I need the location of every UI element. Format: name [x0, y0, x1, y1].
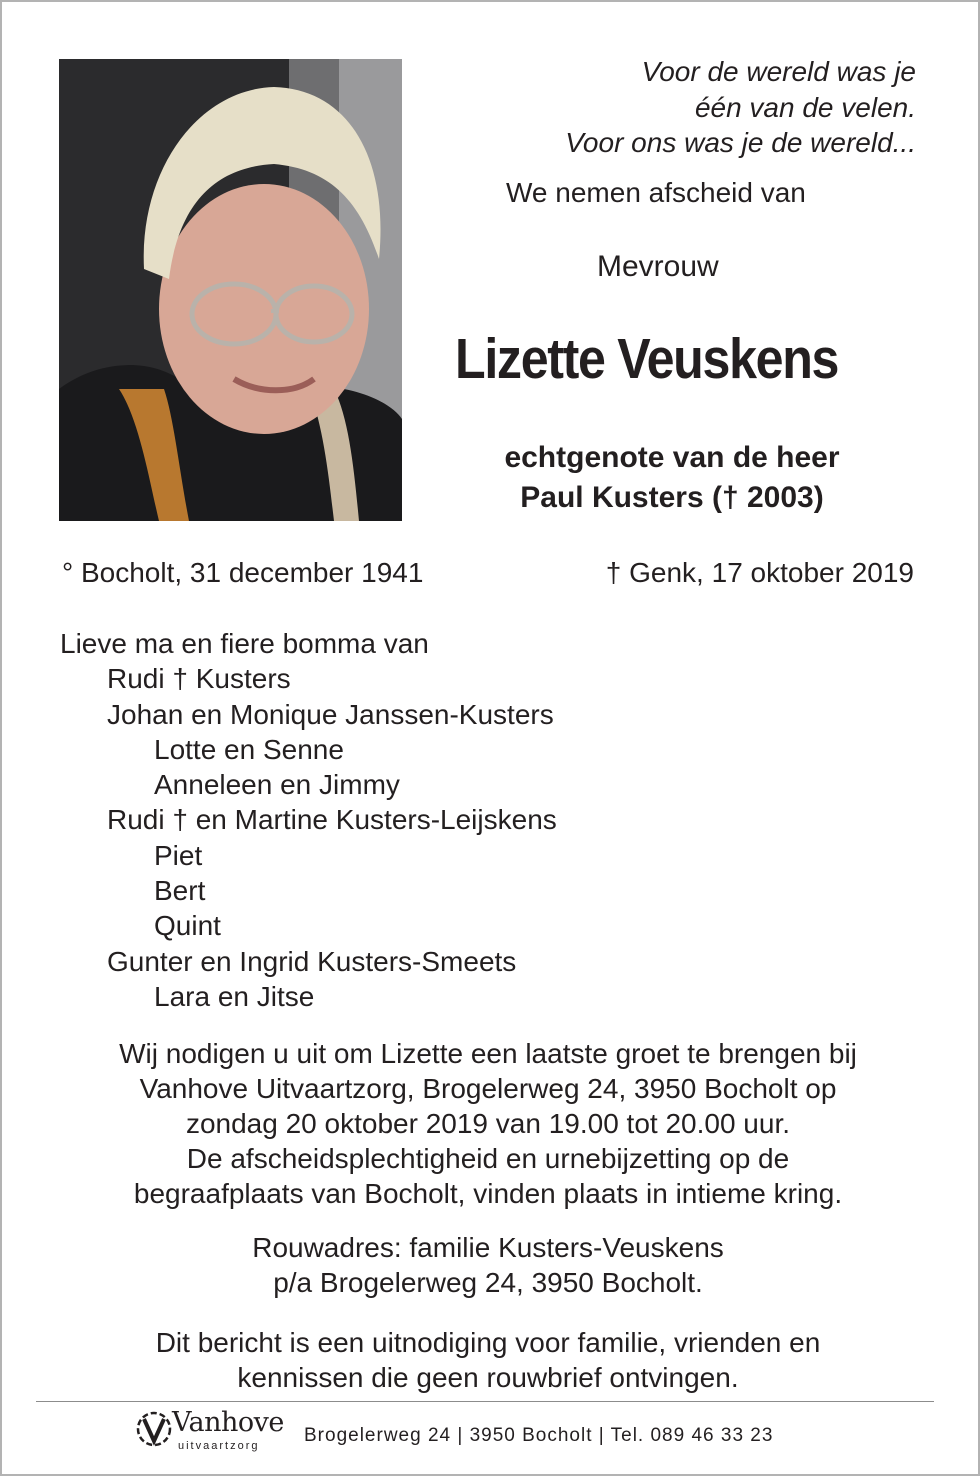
invitation-line: zondag 20 oktober 2019 van 19.00 tot 20.00 uur.: [185, 1108, 791, 1139]
verse-line: één van de velen.: [694, 91, 916, 123]
verse-line: Voor ons was je de wereld...: [565, 127, 916, 158]
family-intro: Lieve ma en fiere bomma van: [60, 628, 429, 659]
family-member: Lotte en Senne: [154, 733, 344, 765]
funeral-home-footer: [134, 1407, 834, 1453]
address-line: Rouwadres: familie Kusters-Veuskens: [252, 1232, 724, 1263]
contact-info: Brogelerweg 24 | 3950 Bocholt | Tel. 089 46 33 23: [304, 1425, 774, 1446]
address-line: p/a Brogelerweg 24, 3950 Bocholt.: [273, 1267, 703, 1298]
portrait-illustration: [59, 59, 402, 521]
footer-divider: [36, 1401, 934, 1402]
memorial-verse: [565, 54, 916, 161]
mourning-address: [40, 1230, 936, 1300]
deceased-name: Lizette Veuskens: [455, 327, 839, 391]
family-member: Johan en Monique Janssen-Kusters: [107, 698, 554, 730]
birth-date: ° Bocholt, 31 december 1941: [62, 557, 424, 588]
family-member: Piet: [154, 839, 203, 871]
family-member: Rudi † en Martine Kusters-Leijskens: [107, 804, 557, 836]
family-member: Quint: [154, 910, 221, 942]
invitation-line: begraafplaats van Bocholt, vinden plaats in intieme kring.: [133, 1178, 843, 1209]
farewell-text: We nemen afscheid van: [506, 177, 806, 208]
family-member: Rudi † Kusters: [107, 663, 291, 695]
portrait-photo: [59, 59, 402, 521]
invitation-line: Wij nodigen u uit om Lizette een laatste groet te brengen bij: [119, 1038, 857, 1069]
notice-line: kennissen die geen rouwbrief ontvingen.: [237, 1362, 739, 1393]
spouse-line: echtgenote van de heer: [504, 441, 840, 474]
notice-line: Dit bericht is een uitnodiging voor familie, vrienden en: [155, 1327, 821, 1358]
death-date: † Genk, 17 oktober 2019: [605, 557, 914, 588]
logo-name: Vanhove: [172, 1407, 284, 1438]
family-member: Anneleen en Jimmy: [154, 769, 400, 801]
verse-line: Voor de wereld was je: [641, 56, 916, 87]
notice-text: [40, 1325, 936, 1395]
family-member: Gunter en Ingrid Kusters-Smeets: [107, 945, 517, 977]
logo-subtitle: uitvaartzorg: [178, 1440, 260, 1452]
invitation-line: Vanhove Uitvaartzorg, Brogelerweg 24, 3950 Bocholt op: [139, 1073, 837, 1104]
family-member: Lara en Jitse: [154, 980, 315, 1012]
invitation-line: De afscheidsplechtigheid en urnebijzetting op de: [186, 1143, 790, 1174]
spouse-info: [420, 438, 924, 518]
spouse-line: Paul Kusters († 2003): [520, 481, 824, 514]
family-list: [60, 626, 557, 1014]
vanhove-logo-icon: [134, 1409, 174, 1449]
family-member: Bert: [154, 875, 206, 907]
invitation-text: [40, 1036, 936, 1211]
honorific: Mevrouw: [597, 250, 719, 283]
